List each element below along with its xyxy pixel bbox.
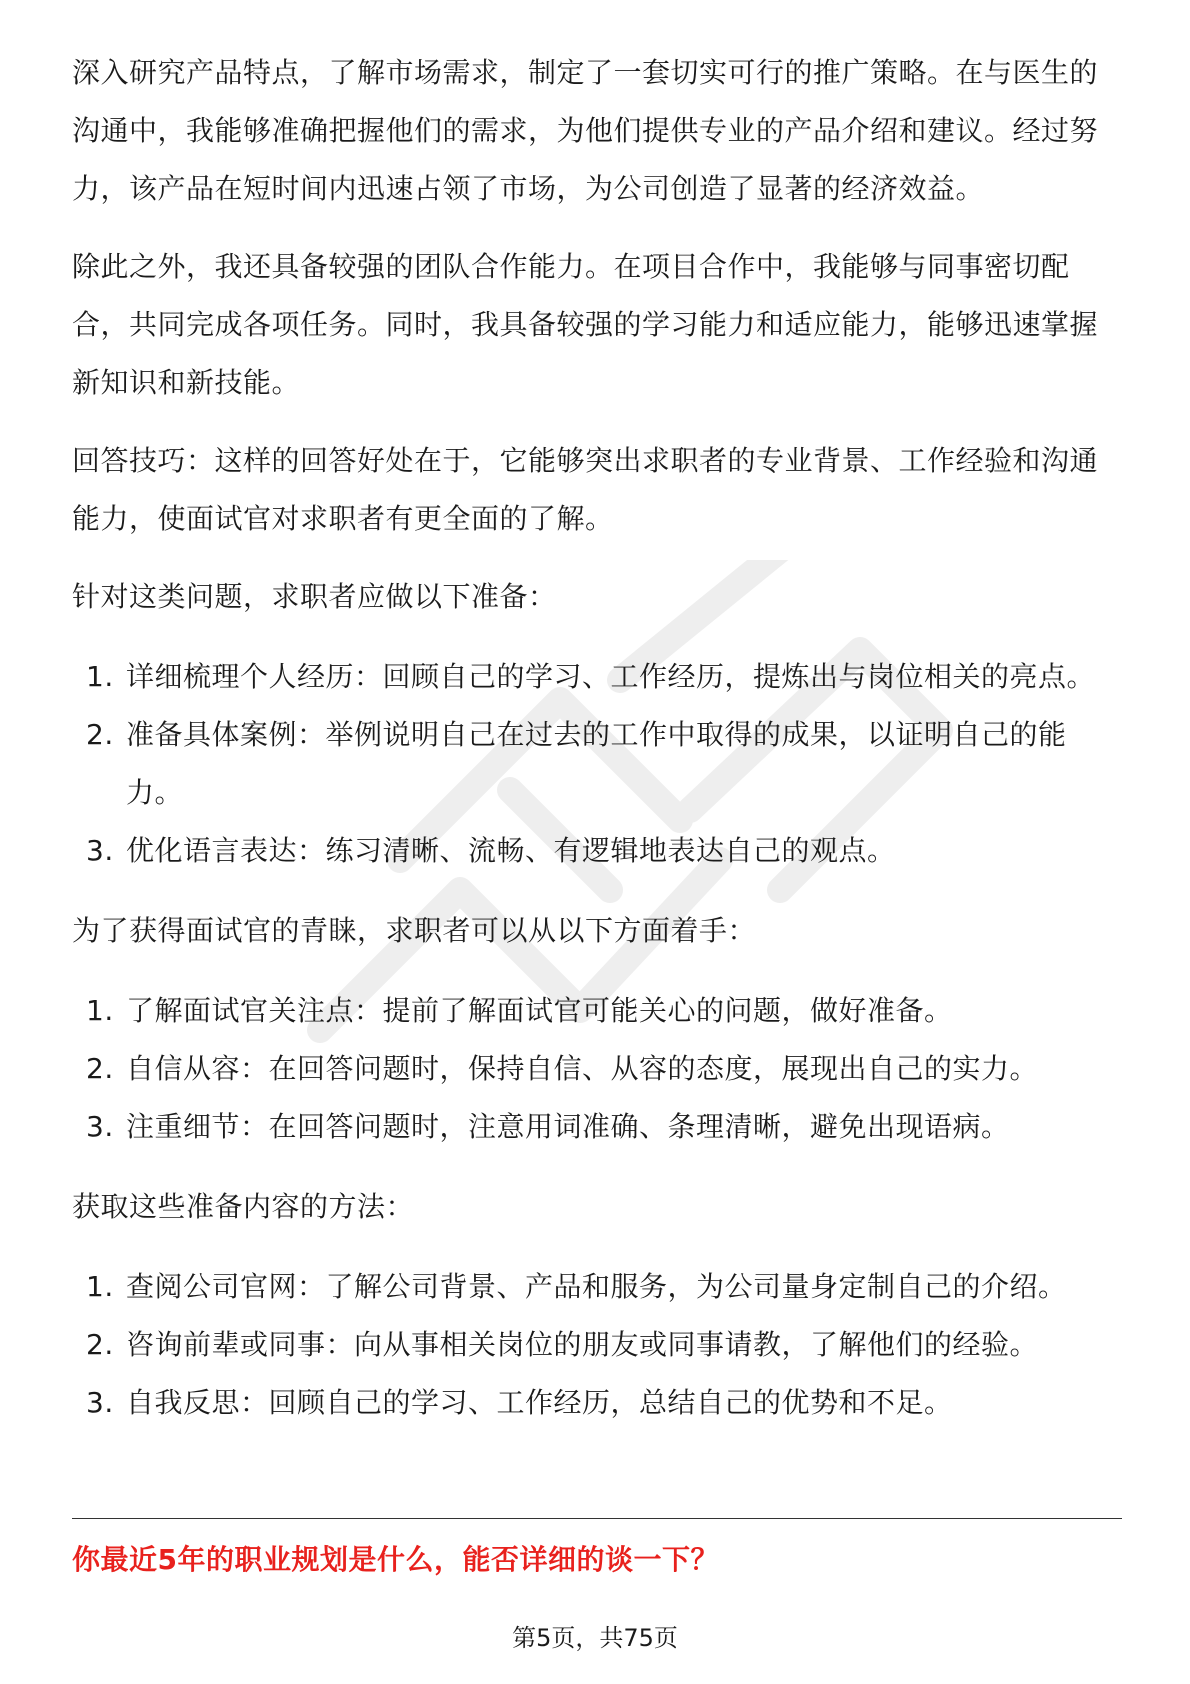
list-item-text: 详细梳理个人经历：回顾自己的学习、工作经历，提炼出与岗位相关的亮点。	[126, 660, 1096, 693]
list-item-text: 咨询前辈或同事：向从事相关岗位的朋友或同事请教，了解他们的经验。	[126, 1328, 1039, 1361]
list-item-number: 2.	[86, 718, 114, 751]
section-heading: 针对这类问题，求职者应做以下准备：	[72, 580, 557, 613]
list-item-number: 2.	[86, 1052, 114, 1085]
preparation-list	[72, 648, 1122, 880]
list-item-text: 自我反思：回顾自己的学习、工作经历，总结自己的优势和不足。	[126, 1386, 953, 1419]
list-item-number: 3.	[86, 834, 114, 867]
list-item-number: 3.	[86, 1386, 114, 1419]
list-item-number: 2.	[86, 1328, 114, 1361]
list-item	[72, 982, 1122, 1040]
list-item	[72, 822, 1122, 880]
favor-list	[72, 982, 1122, 1156]
section-preparation	[72, 568, 1122, 880]
list-item	[72, 1316, 1122, 1374]
section-heading: 获取这些准备内容的方法：	[72, 1190, 415, 1223]
methods-list	[72, 1258, 1122, 1432]
next-question-title: 你最近5年的职业规划是什么，能否详细的谈一下？	[72, 1543, 719, 1576]
paragraph-answer-tip: 回答技巧：这样的回答好处在于，它能够突出求职者的专业背景、工作经验和沟通能力，使面试官对求职者有更全面的了解。	[72, 444, 1099, 535]
list-item-text: 准备具体案例：举例说明自己在过去的工作中取得的成果，以证明自己的能力。	[126, 718, 1067, 809]
list-item	[72, 1258, 1122, 1316]
section-heading: 为了获得面试官的青睐，求职者可以从以下方面着手：	[72, 914, 757, 947]
list-item-number: 1.	[86, 994, 114, 1027]
list-item-text: 自信从容：在回答问题时，保持自信、从容的态度，展现出自己的实力。	[126, 1052, 1039, 1085]
paragraph-teamwork: 除此之外，我还具备较强的团队合作能力。在项目合作中，我能够与同事密切配合，共同完成各项任务。同时，我具备较强的学习能力和适应能力，能够迅速掌握新知识和新技能。	[72, 250, 1099, 399]
list-item	[72, 1098, 1122, 1156]
list-item	[72, 1374, 1122, 1432]
paragraph-product-promotion: 深入研究产品特点，了解市场需求，制定了一套切实可行的推广策略。在与医生的沟通中，我能够准确把握他们的需求，为他们提供专业的产品介绍和建议。经过努力，该产品在短时间内迅速占领了市场，为公司创造了显著的经济效益。	[72, 56, 1099, 205]
list-item-number: 1.	[86, 660, 114, 693]
page-footer: 第5页，共75页	[512, 1624, 678, 1652]
section-win-favor	[72, 902, 1122, 1156]
list-item-text: 注重细节：在回答问题时，注意用词准确、条理清晰，避免出现语病。	[126, 1110, 1010, 1143]
list-item-number: 1.	[86, 1270, 114, 1303]
list-item	[72, 1040, 1122, 1098]
section-methods	[72, 1178, 1122, 1432]
list-item-text: 优化语言表达：练习清晰、流畅、有逻辑地表达自己的观点。	[126, 834, 896, 867]
list-item	[72, 706, 1122, 822]
list-item-text: 查阅公司官网：了解公司背景、产品和服务，为公司量身定制自己的介绍。	[126, 1270, 1067, 1303]
list-item-text: 了解面试官关注点：提前了解面试官可能关心的问题，做好准备。	[126, 994, 953, 1027]
list-item	[72, 648, 1122, 706]
document-content	[72, 44, 1122, 1454]
section-divider	[72, 1518, 1122, 1519]
list-item-number: 3.	[86, 1110, 114, 1143]
